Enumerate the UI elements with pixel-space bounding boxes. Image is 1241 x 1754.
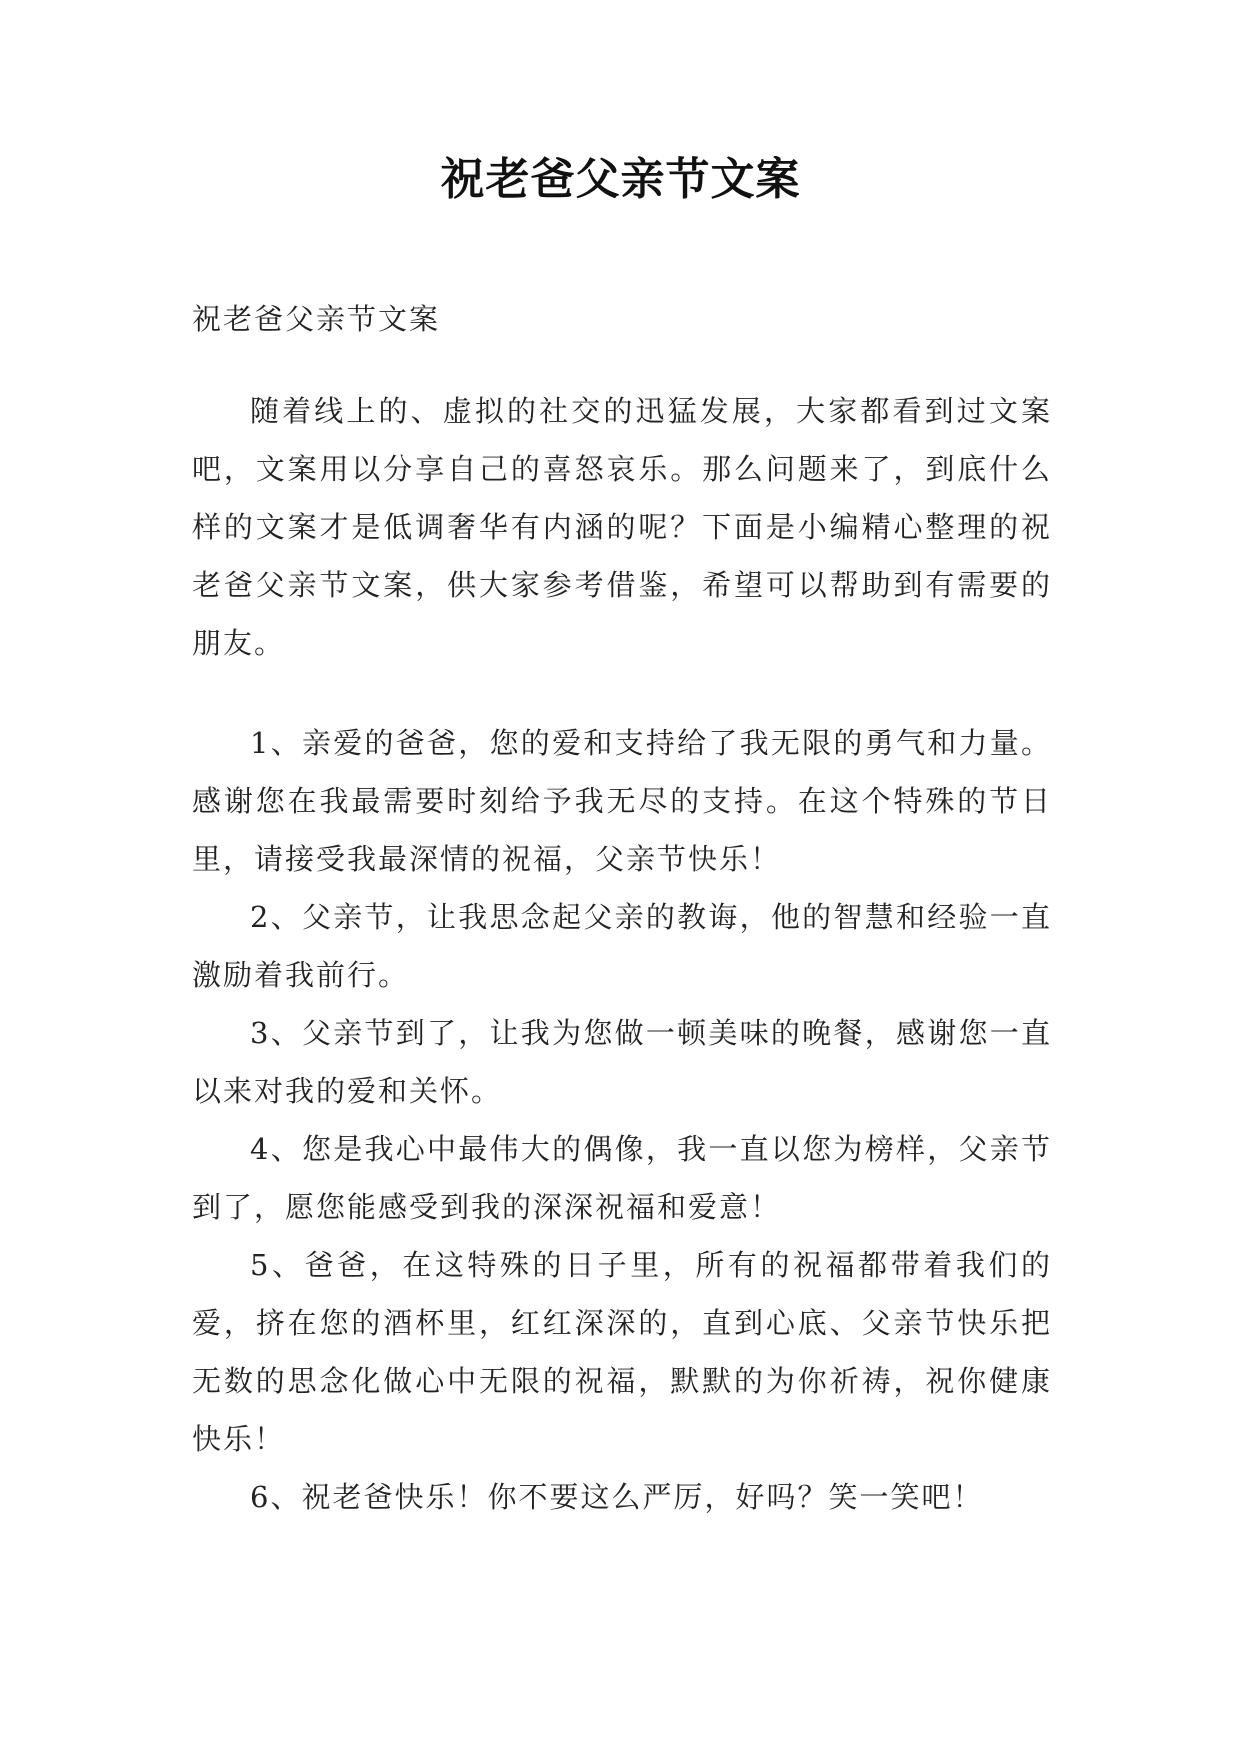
list-item-3: 3、父亲节到了，让我为您做一顿美味的晚餐，感谢您一直以来对我的爱和关怀。 xyxy=(192,1016,1052,1108)
intro-paragraph: 随着线上的、虚拟的社交的迅猛发展，大家都看到过文案吧，文案用以分享自己的喜怒哀乐。那么问题来了，到底什么样的文案才是低调奢华有内涵的呢？下面是小编精心整理的祝老爸父亲节文案，供大家参考借鉴，希望可以帮助到有需要的朋友。 xyxy=(192,394,1052,660)
list-item-1: 1、亲爱的爸爸，您的爱和支持给了我无限的勇气和力量。感谢您在我最需要时刻给予我无尽的支持。在这个特殊的节日里，请接受我最深情的祝福，父亲节快乐！ xyxy=(192,726,1052,876)
list-item-4: 4、您是我心中最伟大的偶像，我一直以您为榜样，父亲节到了，愿您能感受到我的深深祝福和爱意！ xyxy=(192,1132,1052,1224)
list-item-2: 2、父亲节，让我思念起父亲的教诲，他的智慧和经验一直激励着我前行。 xyxy=(192,900,1052,992)
document-body xyxy=(192,290,1052,1526)
list-item-6: 6、祝老爸快乐！你不要这么严厉，好吗？笑一笑吧！ xyxy=(250,1480,984,1514)
document-subtitle: 祝老爸父亲节文案 xyxy=(192,302,441,336)
list-item-5: 5、爸爸，在这特殊的日子里，所有的祝福都带着我们的爱，挤在您的酒杯里，红红深深的，直到心底、父亲节快乐把无数的思念化做心中无限的祝福，默默的为你祈祷，祝你健康快乐！ xyxy=(192,1248,1052,1456)
page-title: 祝老爸父亲节文案 xyxy=(440,154,801,205)
